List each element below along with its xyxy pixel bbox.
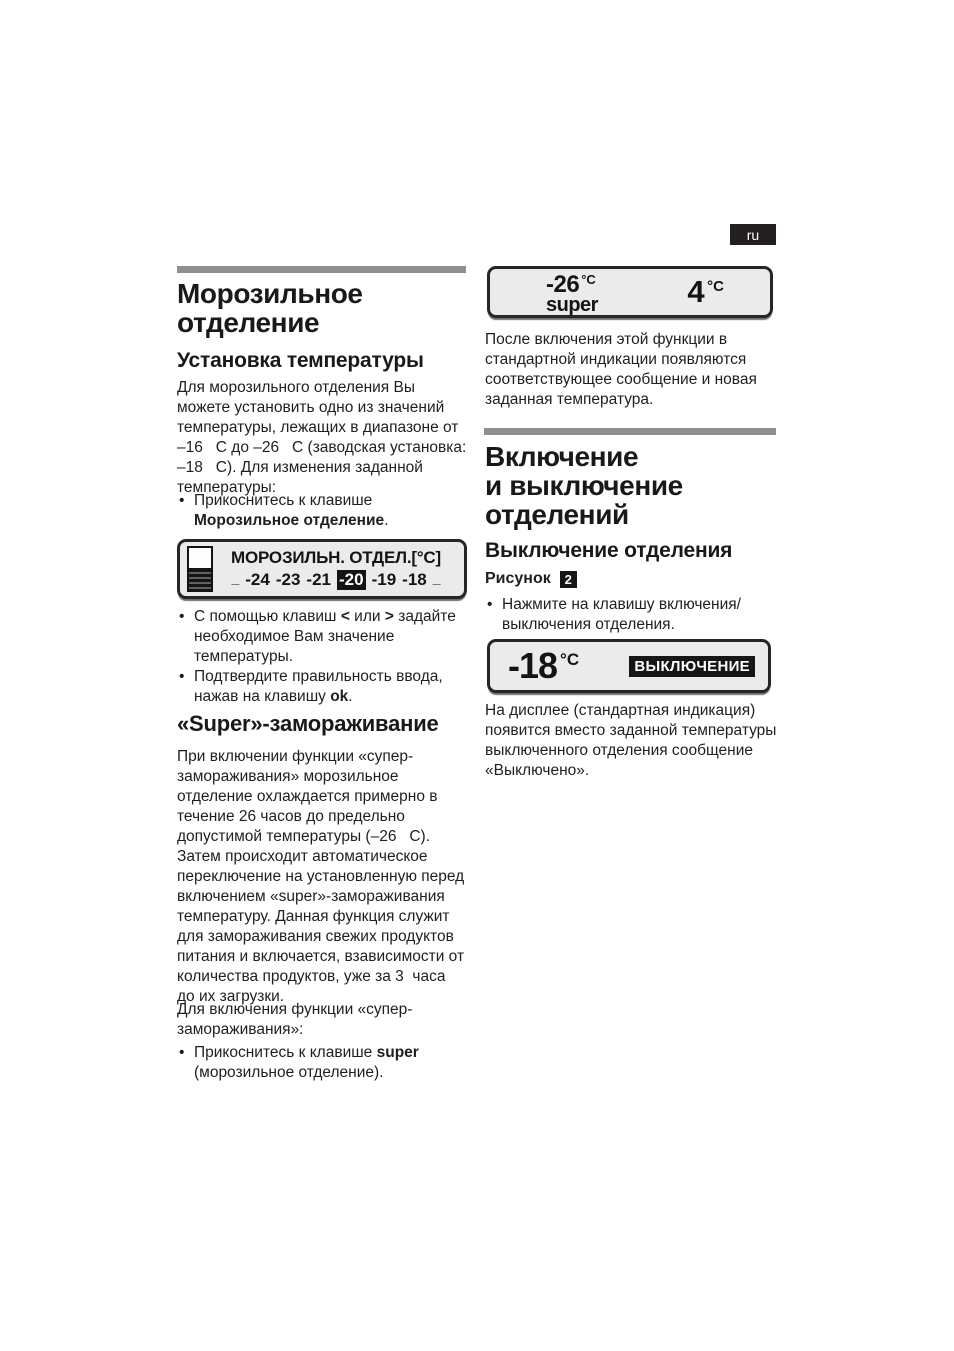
bullet-text: Нажмите на клавишу включения/выключения отделения. xyxy=(502,596,741,633)
section-divider-bar xyxy=(484,428,776,435)
bullet-text-post: . xyxy=(348,688,353,705)
bullet-text-pre: Прикоснитесь к клавише xyxy=(194,492,377,509)
figure-number-badge: 2 xyxy=(560,571,577,588)
scale-edge-mark: _ xyxy=(231,570,240,586)
scale-value: -18 xyxy=(402,570,427,589)
scale-value-selected: -20 xyxy=(339,570,364,589)
degree-unit: °C xyxy=(581,272,596,287)
subheading-set-temperature: Установка температуры xyxy=(177,349,424,372)
scale-edge-mark: _ xyxy=(432,570,441,586)
bullet-text-post: (морозильное отделение). xyxy=(194,1044,424,1081)
bullet-dot: • xyxy=(179,608,185,625)
section-divider-bar xyxy=(177,266,466,273)
paragraph-switched-off: На дисплее (стандартная индикация) появится вместо заданной температуры выключенного отделения сообщение «Выключено». xyxy=(485,702,781,779)
section-title-freezer: Морозильное отделение xyxy=(177,278,363,338)
bullet-text-pre: Прикоснитесь к клавише xyxy=(194,1044,377,1061)
degree-unit: °C xyxy=(560,650,580,669)
bullet-text-post: . xyxy=(384,512,389,529)
scale-value: -23 xyxy=(275,570,301,589)
bullet-text-part: задайте необходимое Вам значение температуры. xyxy=(194,608,461,665)
subheading-switch-off: Выключение отделения xyxy=(485,539,733,562)
super-display-content xyxy=(490,269,770,317)
scale-value: -21 xyxy=(306,570,331,589)
off-display-content xyxy=(490,642,768,690)
scale-value: -19 xyxy=(371,570,397,589)
bullet-text xyxy=(194,667,467,707)
paragraph-temp-range: Для морозильного отделения Вы можете установить одно из значений температуры, лежащих в диапазоне от –16 С до –26 С (заводская установка: –18 С). Для изменения заданной температуры: xyxy=(177,379,471,496)
bullet-dot: • xyxy=(179,668,185,685)
freezer-display-label: МОРОЗИЛЬН. ОТДЕЛ.[°C] xyxy=(231,548,441,567)
bullet-text xyxy=(194,607,467,667)
less-than-key-label: < xyxy=(340,608,350,625)
bullet-press-freezer-key xyxy=(179,491,467,531)
ok-key-label: ok xyxy=(330,688,349,705)
bullet-confirm-ok xyxy=(179,667,467,707)
freezer-display-panel xyxy=(177,539,467,599)
super-mode-display-panel xyxy=(487,266,773,318)
freezer-temp-scale xyxy=(208,570,464,590)
fridge-temp-readout xyxy=(687,274,724,317)
freezer-temp-value: -18 xyxy=(508,645,558,686)
paragraph-super-enable: Для включения функции «супер-замораживания»: xyxy=(177,1001,413,1038)
bullet-text xyxy=(194,491,467,531)
bullet-text-part: или xyxy=(349,608,385,625)
scale-value: -24 xyxy=(245,570,270,589)
section-title-on-off xyxy=(485,442,795,529)
greater-than-key-label: > xyxy=(384,608,394,625)
bullet-text xyxy=(194,1043,471,1083)
freezer-temp-value: -26 xyxy=(546,271,580,298)
freezer-compartment-icon xyxy=(187,546,213,592)
bullet-press-onoff-key xyxy=(487,595,775,635)
bullet-dot: • xyxy=(179,492,185,509)
bullet-press-super-key xyxy=(179,1043,471,1083)
bullet-arrow-keys xyxy=(179,607,467,667)
degree-unit: °C xyxy=(707,278,724,295)
figure-caption xyxy=(485,570,577,588)
paragraph-after-super: После включения этой функции в стандартной индикации появляются соответствующее сообщение и новая заданная температура. xyxy=(485,331,762,408)
bullet-text-bold: Морозильное отделение xyxy=(194,512,385,529)
bullet-text-pre: Подтвердите правильность ввода, нажав на клавишу xyxy=(194,668,447,705)
section-title-line: отделений xyxy=(485,499,629,530)
super-display-left xyxy=(546,271,598,317)
figure-label: Рисунок xyxy=(485,570,551,587)
freezer-temp-readout xyxy=(508,645,579,687)
paragraph-super-freeze: При включении функции «супер-замораживания» морозильное отделение охлаждается примерно в течение 26 часов до предельно допустимой температуры (–26 С). Затем происходит автоматическое переключение на установленную перед включением «super»-замораживания температуру. Данная функция служит для замораживания свежих продуктов питания и включается, взависимости от количества продуктов, уже за 3 часа до их загрузки. xyxy=(177,748,469,1005)
fridge-temp-value: 4 xyxy=(687,274,705,309)
bullet-dot: • xyxy=(179,1044,185,1061)
language-badge-label: ru xyxy=(746,226,760,243)
subheading-super-freeze: «Super»-замораживание xyxy=(177,711,439,736)
section-title-line: и выключение xyxy=(485,470,683,501)
section-title-line: Включение xyxy=(485,441,639,472)
bullet-text-part: С помощью клавиш xyxy=(194,608,341,625)
switched-off-status-badge: ВЫКЛЮЧЕНИЕ xyxy=(629,656,755,677)
super-key-label: super xyxy=(376,1044,419,1061)
freezer-compartment-icon-lower xyxy=(189,568,211,590)
language-badge xyxy=(730,224,776,245)
bullet-dot: • xyxy=(487,596,493,613)
switched-off-display-panel xyxy=(487,639,771,693)
super-mode-label: super xyxy=(546,294,598,316)
